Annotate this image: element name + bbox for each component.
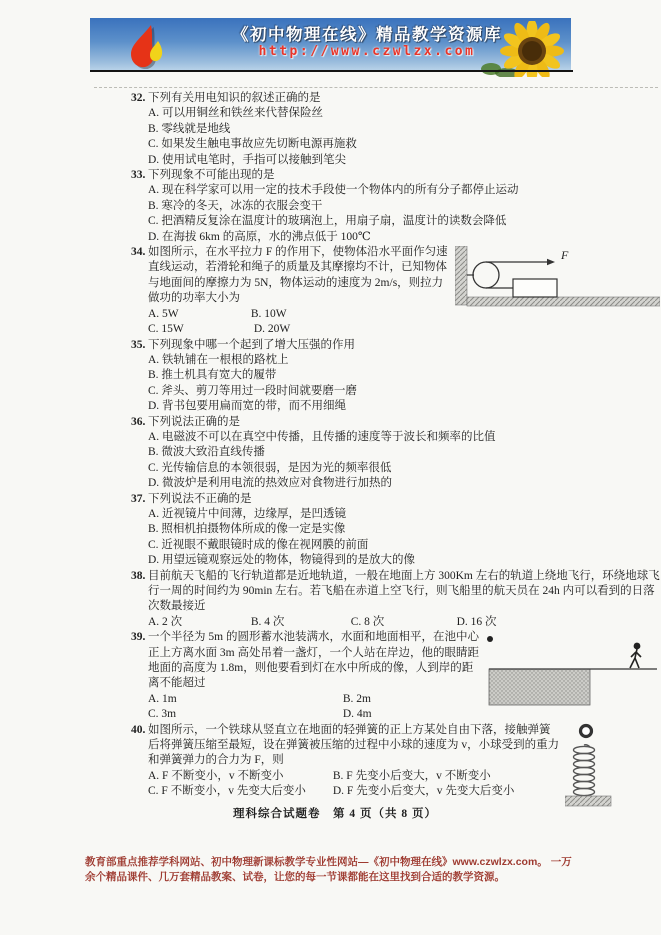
option-b: B. 10W bbox=[250, 307, 287, 320]
page-number-footer: 理科综合试题卷 第 4 页（共 8 页） bbox=[233, 807, 437, 820]
ball-spring-figure bbox=[565, 723, 660, 809]
question-36 bbox=[133, 415, 660, 492]
option-c: C. 8 次 bbox=[350, 615, 385, 628]
option-a: A. 现在科学家可以用一定的技术手段使一个物体内的所有分子都停止运动 bbox=[148, 184, 519, 197]
question-stem: 一个半径为 5m 的圆形蓄水池装满水，水面和地面相平，在池中心正上方离水面 3m 高处吊着一盏灯，一个人站在岸边，他的眼睛距地面的高度为 1.8m，则他要看到灯在水中所成的像，人到岸的距离不能超过 bbox=[148, 631, 479, 690]
question-stem: 如图所示，在水平拉力 F 的作用下，使物体沿水平面作匀速直线运动，若滑轮和绳子的质量及其摩擦均不计，已知物体与地面间的摩擦力为 5N，物体运动的速度为 2m/s，则拉力做功的功率大小为 bbox=[148, 246, 448, 305]
question-number: 39. bbox=[131, 631, 146, 644]
water-pool bbox=[489, 669, 590, 705]
option-a: A. 5W bbox=[148, 307, 179, 320]
header-divider-line bbox=[90, 70, 573, 72]
question-34 bbox=[133, 245, 660, 337]
option-b: B. 寒冷的冬天，冰冻的衣服会变干 bbox=[148, 199, 323, 212]
option-b: B. 照相机拍摄物体所成的像一定是实像 bbox=[148, 523, 346, 536]
option-b: B. 微波大致沿直线传播 bbox=[148, 446, 265, 459]
banner-title: 《初中物理在线》精品教学资源库 bbox=[232, 25, 502, 44]
question-stem: 下列说法正确的是 bbox=[148, 415, 240, 428]
option-a: A. 近视镜片中间薄，边缘厚，是凹透镜 bbox=[148, 507, 347, 520]
option-c: C. 近视眼不戴眼镜时成的像在视网膜的前面 bbox=[148, 538, 369, 551]
dotted-divider-line bbox=[94, 87, 658, 88]
option-c: C. 斧头、剪刀等用过一段时间就要磨一磨 bbox=[148, 384, 357, 397]
ground-base bbox=[565, 796, 611, 806]
person-figure bbox=[630, 643, 641, 668]
option-a: A. 可以用铜丝和铁丝来代替保险丝 bbox=[148, 107, 324, 120]
option-d: D. 微波炉是利用电流的热效应对食物进行加热的 bbox=[148, 477, 393, 490]
question-number: 34. bbox=[131, 246, 146, 259]
options-row bbox=[148, 307, 660, 338]
sunflower-icon bbox=[477, 21, 569, 77]
block bbox=[513, 279, 557, 297]
option-d: D. 在海拔 6km 的高原，水的沸点低于 100℃ bbox=[148, 230, 371, 243]
question-32 bbox=[133, 91, 660, 168]
question-stem: 目前航天飞船的飞行轨道都是近地轨道，一般在地面上方 300Km 左右的轨道上绕地飞行，环绕地球飞行一周的时间约为 90min 左右。若飞船在赤道上空飞行，则飞船里的航天员在 24h 内可以看到的日落次数最接近 bbox=[148, 569, 660, 613]
option-c: C. 3m bbox=[148, 708, 177, 721]
option-a: A. 2 次 bbox=[148, 615, 183, 628]
option-b: B. 4 次 bbox=[250, 615, 285, 628]
flame-logo-icon bbox=[120, 21, 168, 69]
banner-url: http://www.czwlzx.com bbox=[258, 44, 476, 59]
force-label: F bbox=[561, 248, 569, 263]
question-number: 33. bbox=[131, 169, 146, 182]
option-c: C. F 不断变小，v 先变大后变小 bbox=[148, 785, 306, 798]
option-b: B. 推土机具有宽大的履带 bbox=[148, 369, 277, 382]
option-d: D. 使用试电笔时，手指可以接触到笔尖 bbox=[148, 153, 347, 166]
question-number: 38. bbox=[131, 569, 146, 582]
question-stem: 下列说法不正确的是 bbox=[148, 492, 252, 505]
pulley-figure bbox=[455, 246, 660, 310]
question-stem: 下列现象中哪一个起到了增大压强的作用 bbox=[148, 338, 355, 351]
option-d: D. 20W bbox=[253, 323, 291, 336]
question-stem: 下列现象不可能出现的是 bbox=[148, 169, 275, 182]
option-c: C. 把酒精反复涂在温度计的玻璃泡上，用扇子扇，温度计的读数会降低 bbox=[148, 215, 507, 228]
ground bbox=[467, 297, 660, 306]
site-banner bbox=[90, 18, 571, 70]
iron-ball bbox=[581, 725, 592, 736]
pulley bbox=[473, 262, 499, 288]
question-39 bbox=[133, 630, 660, 722]
option-a: A. 1m bbox=[148, 692, 177, 705]
option-c: C. 光传输信息的本领很弱，是因为光的频率很低 bbox=[148, 461, 392, 474]
question-stem: 下列有关用电知识的叙述正确的是 bbox=[148, 92, 321, 104]
option-a: A. F 不断变小，v 不断变小 bbox=[148, 769, 284, 782]
option-b: B. 零线就是地线 bbox=[148, 122, 231, 135]
lamp-dot bbox=[487, 636, 493, 642]
question-33 bbox=[133, 168, 660, 245]
option-d: D. F 先变小后变大，v 先变大后变小 bbox=[332, 785, 515, 798]
option-c: C. 15W bbox=[148, 323, 184, 336]
question-number: 36. bbox=[131, 415, 146, 428]
wall bbox=[455, 246, 467, 305]
option-d: D. 16 次 bbox=[456, 615, 497, 628]
pool-person-figure bbox=[485, 630, 660, 722]
question-38 bbox=[133, 569, 660, 631]
spring-coil bbox=[574, 744, 595, 795]
question-number: 32. bbox=[131, 92, 146, 104]
option-b: B. 2m bbox=[342, 692, 371, 705]
question-35 bbox=[133, 338, 660, 415]
question-number: 35. bbox=[131, 338, 146, 351]
option-a: A. 铁轨铺在一根根的路枕上 bbox=[148, 353, 289, 366]
option-d: D. 背书包要用扁而宽的带，而不用细绳 bbox=[148, 400, 347, 413]
question-number: 37. bbox=[131, 492, 146, 505]
options-row bbox=[148, 615, 660, 630]
option-b: B. F 先变小后变大，v 不断变小 bbox=[332, 769, 491, 782]
option-a: A. 电磁波不可以在真空中传播，且传播的速度等于波长和频率的比值 bbox=[148, 430, 496, 443]
site-promo-footer: 教育部重点推荐学科网站、初中物理新课标教学专业性网站—《初中物理在线》www.czwlzx.com。 一万余个精品课件、几万套精品教案、试卷，让您的每一节课都能在这里找到合适的教学资源。 bbox=[85, 856, 572, 883]
question-37 bbox=[133, 492, 660, 569]
option-c: C. 如果发生触电事故应先切断电源再施救 bbox=[148, 138, 357, 151]
exam-page-content bbox=[133, 91, 660, 822]
force-arrowhead bbox=[547, 259, 555, 265]
question-40 bbox=[133, 723, 660, 800]
option-d: D. 4m bbox=[342, 708, 372, 721]
question-stem: 如图所示，一个铁球从竖直立在地面的轻弹簧的正上方某处自由下落，接触弹簧后将弹簧压缩至最短，设在弹簧被压缩的过程中小球的速度为 v，小球受到的重力和弹簧弹力的合力为 F，则 bbox=[148, 723, 560, 767]
option-d: D. 用望远镜观察远处的物体，物镜得到的是放大的像 bbox=[148, 554, 416, 567]
question-number: 40. bbox=[131, 723, 146, 736]
